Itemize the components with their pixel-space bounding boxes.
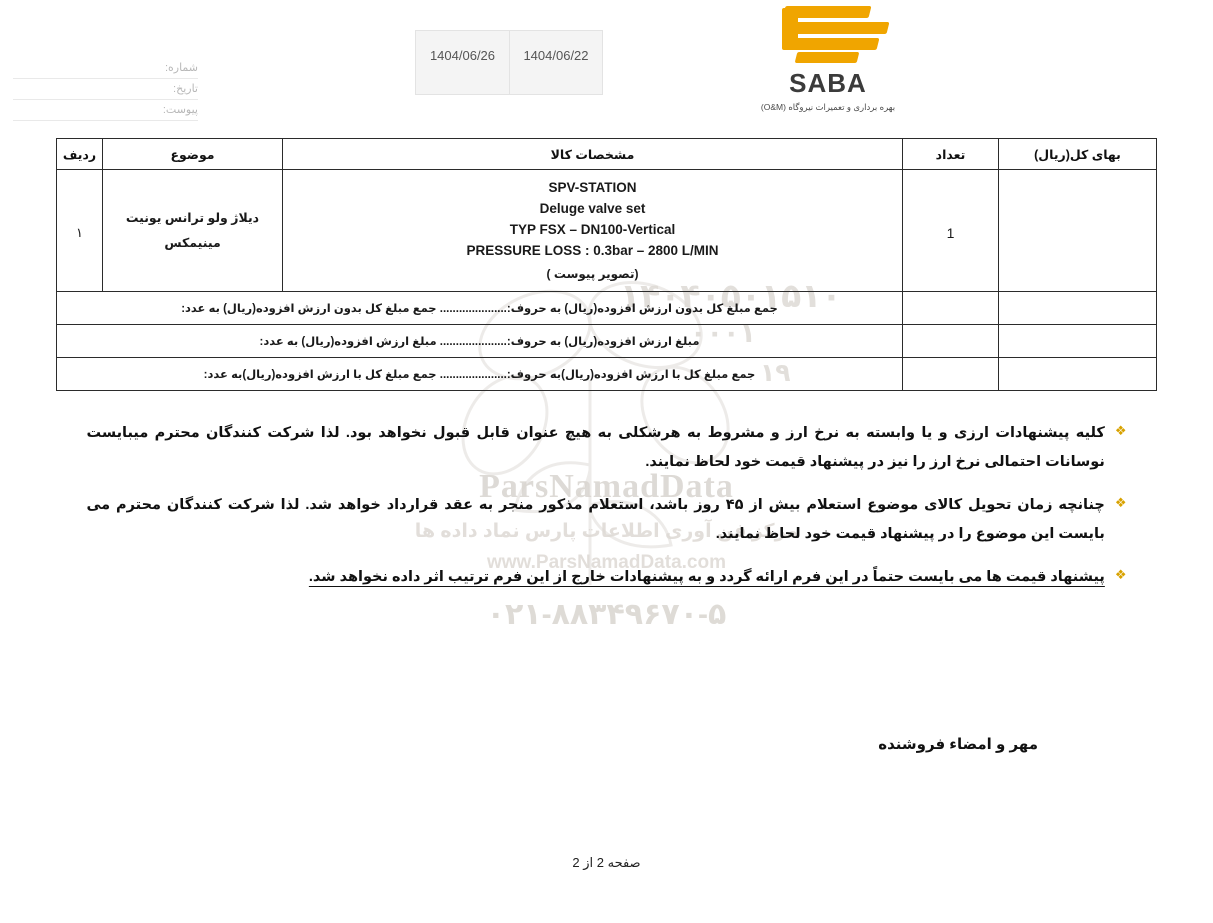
note-text-3: پیشنهاد قیمت ها می بایست حتماً در این فرم ارائه گردد و به پیشنهادات خارج از این فرم ترتیب اثر داده نخواهد شد.: [308, 569, 1105, 586]
summary-net-text: جمع مبلغ کل بدون ارزش افزوده(ریال) به حروف:..................... جمع مبلغ کل بدون ارزش افزوده(ریال) به عدد:: [57, 292, 903, 325]
summary-gross-price-cell: [999, 358, 1157, 391]
summary-vat-qty-cell: [903, 325, 999, 358]
spec-attachment-note: (تصویر پیوست ): [546, 266, 639, 281]
diamond-bullet-icon: ❖: [1114, 567, 1127, 583]
date-box-2: 1404/06/26: [415, 30, 509, 95]
summary-gross-text: جمع مبلغ کل با ارزش افزوده(ریال)به حروف:..................... جمع مبلغ کل با ارزش افزوده(ریال)به عدد:: [57, 358, 903, 391]
summary-net-qty-cell: [903, 292, 999, 325]
cell-specification: [283, 170, 903, 292]
header-quantity: تعداد: [903, 139, 999, 170]
items-table: [56, 138, 1157, 391]
watermark-phone: ۰۲۱-۸۸۳۴۹۶۷۰-۵: [486, 598, 727, 631]
cell-quantity: 1: [903, 170, 999, 292]
table-row: [57, 170, 1157, 292]
seller-signature-label: مهر و امضاء فروشنده: [878, 736, 1038, 753]
header-specification: مشخصات کالا: [283, 139, 903, 170]
diamond-bullet-icon: ❖: [1114, 495, 1127, 511]
watermark-site: www.ParsNamadData.com: [487, 552, 726, 573]
notes-list: [87, 419, 1127, 592]
summary-row-vat: [57, 325, 1157, 358]
spec-line-3: TYP FSX – DN100-Vertical: [509, 221, 676, 237]
summary-gross-qty-cell: [903, 358, 999, 391]
company-logo: [733, 6, 923, 113]
watermark-code-2: ۰۰۰۱: [690, 318, 756, 348]
page-footer: صفحه 2 از 2: [572, 855, 641, 870]
meta-label-date: تاریخ:: [13, 79, 198, 100]
note-item: [87, 563, 1127, 592]
cell-topic: دیلاژ ولو ترانس یونیت مینیمکس: [103, 170, 283, 292]
cell-row-number: ۱: [57, 170, 103, 292]
summary-net-price-cell: [999, 292, 1157, 325]
note-text-1: کلیه پیشنهادات ارزی و یا وابسته به نرخ ارز و مشروط به هرشکلی به هیچ عنوان قابل قبول نخواهد بود. لذا شرکت کنندگان محترم میبایست نوسانات احتمالی نرخ ارز را نیز در پیشنهاد قیمت خود لحاظ نمایند.: [86, 425, 1105, 471]
diamond-bullet-icon: ❖: [1114, 423, 1127, 439]
note-item: [87, 491, 1127, 549]
summary-row-gross: [57, 358, 1157, 391]
spec-line-2: Deluge valve set: [539, 200, 646, 216]
document-header: [0, 0, 1213, 130]
note-item: [87, 419, 1127, 477]
spec-line-1: SPV-STATION: [548, 180, 637, 195]
meta-label-number: شماره:: [13, 58, 198, 79]
logo-tagline: بهره برداری و تعمیرات نیروگاه (O&M): [760, 102, 896, 112]
meta-label-attachment: پیوست:: [13, 100, 198, 121]
header-row-number: ردیف: [57, 139, 103, 170]
date-box-1: 1404/06/22: [509, 30, 603, 95]
note-text-2: چنانچه زمان تحویل کالای موضوع استعلام بیش از ۴۵ روز باشد، استعلام مذکور منجر به عقد قرارداد خواهد شد. لذا شرکت کنندگان محترم می بایست این موضوع را در پیشنهاد قیمت خود لحاظ نمایند.: [86, 497, 1105, 543]
header-topic: موضوع: [103, 139, 283, 170]
summary-row-net: [57, 292, 1157, 325]
watermark-subtitle: مرکز فن آوری اطلاعات پارس نماد داده ها: [414, 521, 799, 542]
summary-vat-price-cell: [999, 325, 1157, 358]
header-total-price: بهای کل(ریال): [999, 139, 1157, 170]
logo-name: SABA: [789, 68, 867, 98]
spec-line-4: PRESSURE LOSS : 0.3bar – 2800 L/MIN: [466, 242, 719, 258]
watermark-code: ۱۴۰۴۰۵۰۱۵۱۰: [620, 277, 842, 314]
watermark-brand: ParsNamadData: [479, 468, 734, 505]
table-header-row: [57, 139, 1157, 170]
document-meta-labels: [13, 58, 198, 121]
date-boxes: [415, 30, 603, 95]
watermark-code-3: ۱۹: [760, 359, 791, 387]
saba-logo-icon: [764, 6, 892, 64]
summary-vat-text: مبلغ ارزش افزوده(ریال) به حروف:..................... مبلغ ارزش افزوده(ریال) به عدد:: [57, 325, 903, 358]
cell-total-price: [999, 170, 1157, 292]
